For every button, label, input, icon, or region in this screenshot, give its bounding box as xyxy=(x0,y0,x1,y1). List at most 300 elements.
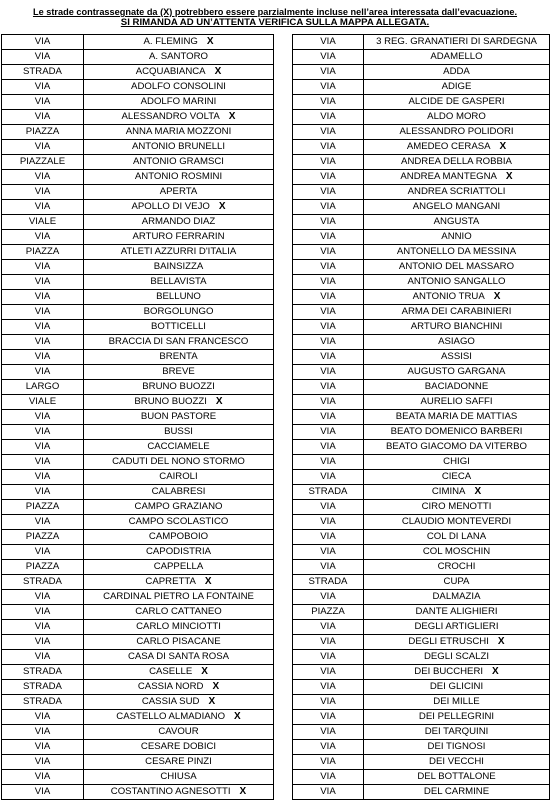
street-name: DEI VECCHI xyxy=(429,756,484,767)
evacuation-mark: X xyxy=(228,111,236,122)
street-type-cell: VIA xyxy=(293,170,364,185)
street-type-cell: VIA xyxy=(293,710,364,725)
table-row xyxy=(2,755,274,770)
street-name-cell xyxy=(364,320,550,335)
street-type-cell: VIA xyxy=(2,440,84,455)
table-row xyxy=(2,395,274,410)
street-name-cell xyxy=(364,350,550,365)
street-name: ANTONIO DEL MASSARO xyxy=(398,261,515,272)
street-name-cell xyxy=(84,290,274,305)
street-name: ANTONIO ROSMINI xyxy=(134,171,223,182)
street-name-cell xyxy=(84,50,274,65)
street-name-cell xyxy=(364,380,550,395)
street-name-cell xyxy=(364,95,550,110)
street-name-cell xyxy=(84,665,274,680)
table-row xyxy=(293,125,550,140)
street-name: ARTURO BIANCHINI xyxy=(410,321,503,332)
street-name: AMEDEO CERASA xyxy=(406,141,491,152)
street-name: DEI TARQUINI xyxy=(424,726,489,737)
table-row xyxy=(2,140,274,155)
table-row xyxy=(293,530,550,545)
street-name-cell xyxy=(84,65,274,80)
street-name: CAPPELLA xyxy=(153,561,204,572)
street-type-cell: PIAZZA xyxy=(2,125,84,140)
left-street-table xyxy=(1,34,274,800)
street-type-cell: PIAZZALE xyxy=(2,155,84,170)
street-type-cell: PIAZZA xyxy=(293,605,364,620)
evacuation-mark: X xyxy=(493,291,501,302)
table-row xyxy=(2,650,274,665)
street-type-cell: VIA xyxy=(2,185,84,200)
street-name-cell xyxy=(364,395,550,410)
street-type-cell: VIA xyxy=(2,740,84,755)
street-type-cell: VIA xyxy=(2,110,84,125)
street-type-cell: VIA xyxy=(2,290,84,305)
street-type-cell: VIA xyxy=(2,770,84,785)
street-name: ANGUSTA xyxy=(433,216,480,227)
street-name: 3 REG. GRANATIERI DI SARDEGNA xyxy=(376,36,537,47)
table-row xyxy=(293,395,550,410)
street-name-cell xyxy=(364,155,550,170)
street-name-cell xyxy=(364,605,550,620)
street-name: ALESSANDRO POLIDORI xyxy=(399,126,514,137)
table-row xyxy=(2,95,274,110)
street-name-cell xyxy=(84,530,274,545)
table-row xyxy=(2,200,274,215)
street-type-cell: VIA xyxy=(2,275,84,290)
street-type-cell: VIA xyxy=(293,515,364,530)
street-name: ADOLFO CONSOLINI xyxy=(131,81,226,92)
street-name: ARMA DEI CARABINIERI xyxy=(401,306,512,317)
street-name-cell xyxy=(84,245,274,260)
street-type-cell: VIA xyxy=(293,560,364,575)
street-name: ADAMELLO xyxy=(430,51,483,62)
street-type-cell: VIA xyxy=(293,440,364,455)
table-row xyxy=(293,35,550,50)
table-row xyxy=(293,680,550,695)
table-row xyxy=(2,545,274,560)
street-type-cell: PIAZZA xyxy=(2,560,84,575)
street-type-cell: LARGO xyxy=(2,380,84,395)
street-name: DEGLI ETRUSCHI xyxy=(408,636,489,647)
right-street-table xyxy=(292,34,550,800)
table-row xyxy=(2,515,274,530)
street-type-cell: VIA xyxy=(293,50,364,65)
street-name-cell xyxy=(364,695,550,710)
street-name: CAMPO SCOLASTICO xyxy=(128,516,229,527)
street-type-cell: VIA xyxy=(2,50,84,65)
table-row xyxy=(2,125,274,140)
street-type-cell: VIA xyxy=(293,620,364,635)
street-type-cell: VIA xyxy=(2,200,84,215)
evacuation-mark: X xyxy=(499,141,507,152)
street-type-cell: VIA xyxy=(2,515,84,530)
table-row xyxy=(293,65,550,80)
street-name-cell xyxy=(364,275,550,290)
street-name: CLAUDIO MONTEVERDI xyxy=(401,516,512,527)
street-type-cell: STRADA xyxy=(293,575,364,590)
table-row xyxy=(2,65,274,80)
street-name: CHIUSA xyxy=(160,771,197,782)
street-type-cell: VIA xyxy=(293,35,364,50)
street-name: ALDO MORO xyxy=(427,111,486,122)
street-name-cell xyxy=(84,455,274,470)
table-row xyxy=(293,290,550,305)
table-row xyxy=(293,170,550,185)
street-name: CROCHI xyxy=(437,561,476,572)
street-name-cell xyxy=(84,605,274,620)
street-name: DEGLI ARTIGLIERI xyxy=(414,621,499,632)
street-type-cell: VIA xyxy=(2,80,84,95)
street-name-cell xyxy=(364,440,550,455)
street-type-cell: VIA xyxy=(293,785,364,800)
street-name: BELLUNO xyxy=(156,291,201,302)
street-name-cell xyxy=(364,500,550,515)
street-name-cell xyxy=(84,740,274,755)
street-name-cell xyxy=(364,755,550,770)
street-name: CAMPOBOIO xyxy=(148,531,209,542)
street-type-cell: VIA xyxy=(2,170,84,185)
evacuation-mark: X xyxy=(215,396,223,407)
street-type-cell: VIA xyxy=(2,545,84,560)
table-row xyxy=(293,710,550,725)
street-type-cell: VIA xyxy=(2,650,84,665)
table-row xyxy=(293,215,550,230)
street-type-cell: VIALE xyxy=(2,215,84,230)
table-row xyxy=(293,575,550,590)
street-name: AUGUSTO GARGANA xyxy=(407,366,506,377)
table-row xyxy=(2,290,274,305)
street-name-cell xyxy=(84,215,274,230)
street-name: CASELLE xyxy=(149,666,193,677)
street-type-cell: VIA xyxy=(293,260,364,275)
street-name: CASA DI SANTA ROSA xyxy=(127,651,230,662)
street-name: DEL BOTTALONE xyxy=(417,771,496,782)
street-type-cell: VIA xyxy=(2,365,84,380)
street-type-cell: VIA xyxy=(293,755,364,770)
street-name-cell xyxy=(84,275,274,290)
street-type-cell: VIA xyxy=(2,605,84,620)
street-name-cell xyxy=(84,620,274,635)
table-row xyxy=(2,305,274,320)
street-name: COSTANTINO AGNESOTTI xyxy=(110,786,231,797)
table-row xyxy=(2,50,274,65)
table-row xyxy=(2,245,274,260)
street-name: DEI PELLEGRINI xyxy=(418,711,495,722)
table-row xyxy=(2,170,274,185)
street-name: ANNA MARIA MOZZONI xyxy=(125,126,232,137)
table-row xyxy=(293,140,550,155)
table-row xyxy=(293,755,550,770)
street-name-cell xyxy=(364,215,550,230)
table-row xyxy=(293,455,550,470)
street-type-cell: PIAZZA xyxy=(2,245,84,260)
street-name-cell xyxy=(84,110,274,125)
street-name: DEI GLICINI xyxy=(429,681,484,692)
table-row xyxy=(293,605,550,620)
evacuation-mark: X xyxy=(204,576,212,587)
street-name: ALESSANDRO VOLTA xyxy=(121,111,220,122)
street-name-cell xyxy=(364,770,550,785)
table-row xyxy=(293,80,550,95)
street-type-cell: VIA xyxy=(293,350,364,365)
street-name-cell xyxy=(364,230,550,245)
table-row xyxy=(293,155,550,170)
street-type-cell: VIA xyxy=(293,770,364,785)
street-type-cell: VIA xyxy=(293,140,364,155)
street-name-cell xyxy=(84,785,274,800)
street-name-cell xyxy=(364,335,550,350)
street-name-cell xyxy=(364,650,550,665)
evacuation-mark: X xyxy=(212,681,220,692)
street-name: CARLO MINCIOTTI xyxy=(136,621,221,632)
street-name-cell xyxy=(84,575,274,590)
street-name: CAPODISTRIA xyxy=(145,546,212,557)
street-name: BORGOLUNGO xyxy=(143,306,214,317)
street-type-cell: VIA xyxy=(293,455,364,470)
street-name-cell xyxy=(84,500,274,515)
street-type-cell: VIA xyxy=(293,695,364,710)
street-type-cell: STRADA xyxy=(2,665,84,680)
evacuation-mark: X xyxy=(492,666,499,677)
street-name: ADDA xyxy=(443,66,470,77)
street-name: CARDINAL PIETRO LA FONTAINE xyxy=(103,591,254,602)
evacuation-mark: X xyxy=(497,636,505,647)
street-type-cell: VIA xyxy=(2,35,84,50)
street-name: BEATA MARIA DE MATTIAS xyxy=(395,411,518,422)
street-name: ANDREA MANTEGNA xyxy=(400,171,497,182)
street-name-cell xyxy=(84,770,274,785)
header-note: Le strade contrassegnate da (X) potrebbero essere parzialmente incluse nell’area interessata dall’evacuazione. xyxy=(32,7,518,17)
street-name-cell xyxy=(84,95,274,110)
street-name: AURELIO SAFFI xyxy=(420,396,493,407)
street-name-cell xyxy=(84,395,274,410)
street-name: CESARE DOBICI xyxy=(140,741,217,752)
street-name: ANNIO xyxy=(441,231,472,242)
street-type-cell: VIA xyxy=(293,545,364,560)
street-type-cell: VIA xyxy=(293,155,364,170)
header-warning: SI RIMANDA AD UN’ATTENTA VERIFICA SULLA MAPPA ALLEGATA. xyxy=(120,17,430,28)
street-type-cell: VIA xyxy=(293,230,364,245)
street-type-cell: VIA xyxy=(293,410,364,425)
table-row xyxy=(2,710,274,725)
table-row xyxy=(2,500,274,515)
street-name-cell xyxy=(364,575,550,590)
street-type-cell: VIALE xyxy=(2,395,84,410)
street-name: CESARE PINZI xyxy=(145,756,212,767)
street-type-cell: VIA xyxy=(2,230,84,245)
street-name-cell xyxy=(364,740,550,755)
table-row xyxy=(2,680,274,695)
table-row xyxy=(2,350,274,365)
table-row xyxy=(2,35,274,50)
street-name-cell xyxy=(364,185,550,200)
street-type-cell: VIA xyxy=(293,380,364,395)
street-name-cell xyxy=(364,680,550,695)
street-type-cell: VIA xyxy=(293,185,364,200)
street-name: DEI BUCCHERI xyxy=(414,666,484,677)
street-type-cell: VIA xyxy=(2,140,84,155)
street-name-cell xyxy=(364,560,550,575)
street-name-cell xyxy=(364,545,550,560)
street-type-cell: VIA xyxy=(2,755,84,770)
street-name-cell xyxy=(364,50,550,65)
street-type-cell: VIA xyxy=(2,785,84,800)
table-row xyxy=(293,350,550,365)
street-type-cell: VIA xyxy=(293,725,364,740)
street-name-cell xyxy=(364,65,550,80)
table-row xyxy=(293,560,550,575)
table-row xyxy=(2,725,274,740)
street-type-cell: VIA xyxy=(2,590,84,605)
street-type-cell: VIA xyxy=(293,650,364,665)
street-name-cell xyxy=(84,650,274,665)
table-row xyxy=(293,545,550,560)
table-row xyxy=(2,740,274,755)
table-row xyxy=(2,380,274,395)
table-row xyxy=(293,305,550,320)
table-row xyxy=(2,185,274,200)
street-type-cell: VIA xyxy=(293,290,364,305)
street-name: BACIADONNE xyxy=(424,381,489,392)
table-row xyxy=(2,635,274,650)
table-row xyxy=(2,605,274,620)
street-type-cell: VIA xyxy=(293,680,364,695)
street-type-cell: STRADA xyxy=(2,695,84,710)
street-name: CAMPO GRAZIANO xyxy=(134,501,223,512)
street-type-cell: VIA xyxy=(293,365,364,380)
street-name-cell xyxy=(364,620,550,635)
table-row xyxy=(2,560,274,575)
table-row xyxy=(293,200,550,215)
table-row xyxy=(2,365,274,380)
street-type-cell: VIA xyxy=(293,530,364,545)
evacuation-mark: X xyxy=(218,201,226,212)
street-name: ANTONIO BRUNELLI xyxy=(131,141,226,152)
evacuation-mark: X xyxy=(201,666,208,677)
evacuation-mark: X xyxy=(214,66,222,77)
street-name-cell xyxy=(364,425,550,440)
street-type-cell: PIAZZA xyxy=(2,500,84,515)
table-row xyxy=(2,335,274,350)
street-name: DALMAZIA xyxy=(432,591,481,602)
street-name: DEI MILLE xyxy=(433,696,480,707)
street-name-cell xyxy=(364,785,550,800)
street-name-cell xyxy=(364,140,550,155)
street-type-cell: VIA xyxy=(2,305,84,320)
street-name-cell xyxy=(84,185,274,200)
street-name: CIECA xyxy=(441,471,472,482)
street-name-cell xyxy=(84,710,274,725)
evacuation-mark: X xyxy=(206,36,214,47)
street-name: ANTONIO GRAMSCI xyxy=(133,156,224,167)
street-type-cell: VIA xyxy=(2,710,84,725)
street-name: BREVE xyxy=(162,366,195,377)
street-name: ADOLFO MARINI xyxy=(140,96,217,107)
street-name-cell xyxy=(84,515,274,530)
street-type-cell: VIA xyxy=(293,65,364,80)
table-row xyxy=(293,440,550,455)
street-name: CACCIAMELE xyxy=(147,441,210,452)
street-name-cell xyxy=(364,530,550,545)
street-type-cell: STRADA xyxy=(293,485,364,500)
street-name-cell xyxy=(364,170,550,185)
table-row xyxy=(293,365,550,380)
table-row xyxy=(2,275,274,290)
street-name: BEATO GIACOMO DA VITERBO xyxy=(386,441,527,452)
table-row xyxy=(293,245,550,260)
street-type-cell: VIA xyxy=(293,125,364,140)
table-row xyxy=(293,740,550,755)
table-row xyxy=(2,770,274,785)
evacuation-mark: X xyxy=(474,486,482,497)
street-name: DANTE ALIGHIERI xyxy=(415,606,498,617)
street-name: ANDREA SCRIATTOLI xyxy=(407,186,506,197)
street-name: CIRO MENOTTI xyxy=(421,501,492,512)
table-row xyxy=(2,455,274,470)
street-name-cell xyxy=(364,455,550,470)
table-row xyxy=(293,695,550,710)
street-name-cell xyxy=(84,485,274,500)
street-name: ANGELO MANGANI xyxy=(412,201,501,212)
street-name-cell xyxy=(84,320,274,335)
street-type-cell: VIA xyxy=(293,500,364,515)
street-name-cell xyxy=(84,560,274,575)
street-type-cell: STRADA xyxy=(2,65,84,80)
street-type-cell: VIA xyxy=(2,635,84,650)
table-row xyxy=(2,620,274,635)
table-row xyxy=(293,785,550,800)
street-name-cell xyxy=(84,350,274,365)
street-name-cell xyxy=(364,665,550,680)
table-row xyxy=(2,410,274,425)
street-name-cell xyxy=(84,635,274,650)
table-row xyxy=(293,425,550,440)
street-name: DEI TIGNOSI xyxy=(427,741,486,752)
street-type-cell: VIA xyxy=(2,425,84,440)
street-name: CASTELLO ALMADIANO xyxy=(116,711,226,722)
table-row xyxy=(2,785,274,800)
table-row xyxy=(293,650,550,665)
street-name: COL MOSCHIN xyxy=(422,546,491,557)
street-name: ASSISI xyxy=(441,351,472,362)
street-name: ANDREA DELLA ROBBIA xyxy=(401,156,512,167)
table-row xyxy=(293,110,550,125)
table-row xyxy=(2,590,274,605)
street-name: BRUNO BUOZZI xyxy=(134,396,207,407)
street-name: CASSIA SUD xyxy=(141,696,200,707)
street-name: ACQUABIANCA xyxy=(135,66,206,77)
street-name-cell xyxy=(84,425,274,440)
street-name: CAPRETTA xyxy=(145,576,196,587)
street-type-cell: VIA xyxy=(2,485,84,500)
street-type-cell: VIA xyxy=(2,350,84,365)
street-type-cell: VIA xyxy=(293,425,364,440)
table-row xyxy=(293,320,550,335)
table-row xyxy=(293,725,550,740)
table-row xyxy=(293,95,550,110)
street-name: A. FLEMING xyxy=(143,36,198,47)
street-name: ANTONELLO DA MESSINA xyxy=(396,246,517,257)
street-name: ARTURO FERRARIN xyxy=(132,231,225,242)
street-type-cell: VIA xyxy=(293,245,364,260)
table-row xyxy=(293,50,550,65)
street-name-cell xyxy=(84,230,274,245)
street-name-cell xyxy=(84,305,274,320)
table-row xyxy=(2,695,274,710)
table-row xyxy=(293,665,550,680)
street-name: CARLO CATTANEO xyxy=(135,606,222,617)
